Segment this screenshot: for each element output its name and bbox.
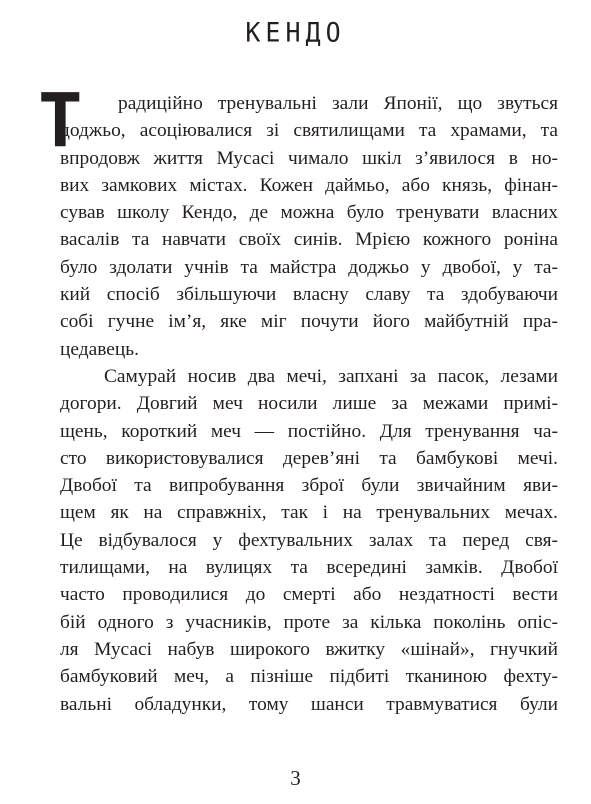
text-line: впродовж життя Мусасі чимало шкіл з’явилося в но- [60,147,558,169]
text-line: бамбуковий меч, а пізніше підбиті тканиною фехту- [60,666,558,688]
text-line: часто проводилися до смерті або нездатності вести [60,584,558,606]
text-line: кий спосіб збільшуючи власну славу та здобуваючи [60,284,558,306]
chapter-title: КЕНДО [245,17,346,48]
text-line: собі гучне ім’я, яке міг почути його майбутній пра- [60,311,558,333]
text-line: Двобої та випробування зброї були звичайним яви- [60,475,558,497]
body-text [38,78,558,718]
text-line: вих замкових містах. Кожен даймьо, або князь, фінан- [60,174,558,196]
text-line: радиційно тренувальні зали Японії, що звуться [118,93,558,114]
text-line: догори. Довгий меч носили лише за межами примі- [60,393,558,415]
text-line: тилищами, на вулицях та всередині замків. Двобої [60,557,558,579]
text-line: щень, короткий меч — постійно. Для тренування ча- [60,420,558,442]
text-line: було здолати учнів та майстра доджьо у двобої, у та- [60,256,558,278]
text-line: вальні обладунки, тому шанси травмуватися були [60,693,558,715]
text-line: Самурай носив два мечі, запхані за пасок, лезами [104,365,558,387]
text-line: цедавець. [60,338,139,360]
text-line: Це відбувалося у фехтувальних залах та перед свя- [60,529,558,551]
text-line: доджьо, асоціювалися зі святилищами та храмами, та [60,120,558,142]
text-line: бій одного з учасників, проте за кілька поколінь опіс- [60,611,558,633]
text-line: сував школу Кендо, де можна було тренувати власних [60,202,558,224]
drop-cap: Т [38,78,83,164]
text-line: сто використовувалися дерев’яні та бамбукові мечі. [60,447,558,469]
text-line: щем як на справжніх, так і на тренувальних мечах. [60,502,558,524]
text-line: ля Мусасі набув широкого вжитку «шінай», гнучкий [60,638,558,660]
text-line: васалів та навчати своїх синів. Мрією кожного роніна [60,229,558,251]
page-number: 3 [290,766,301,790]
